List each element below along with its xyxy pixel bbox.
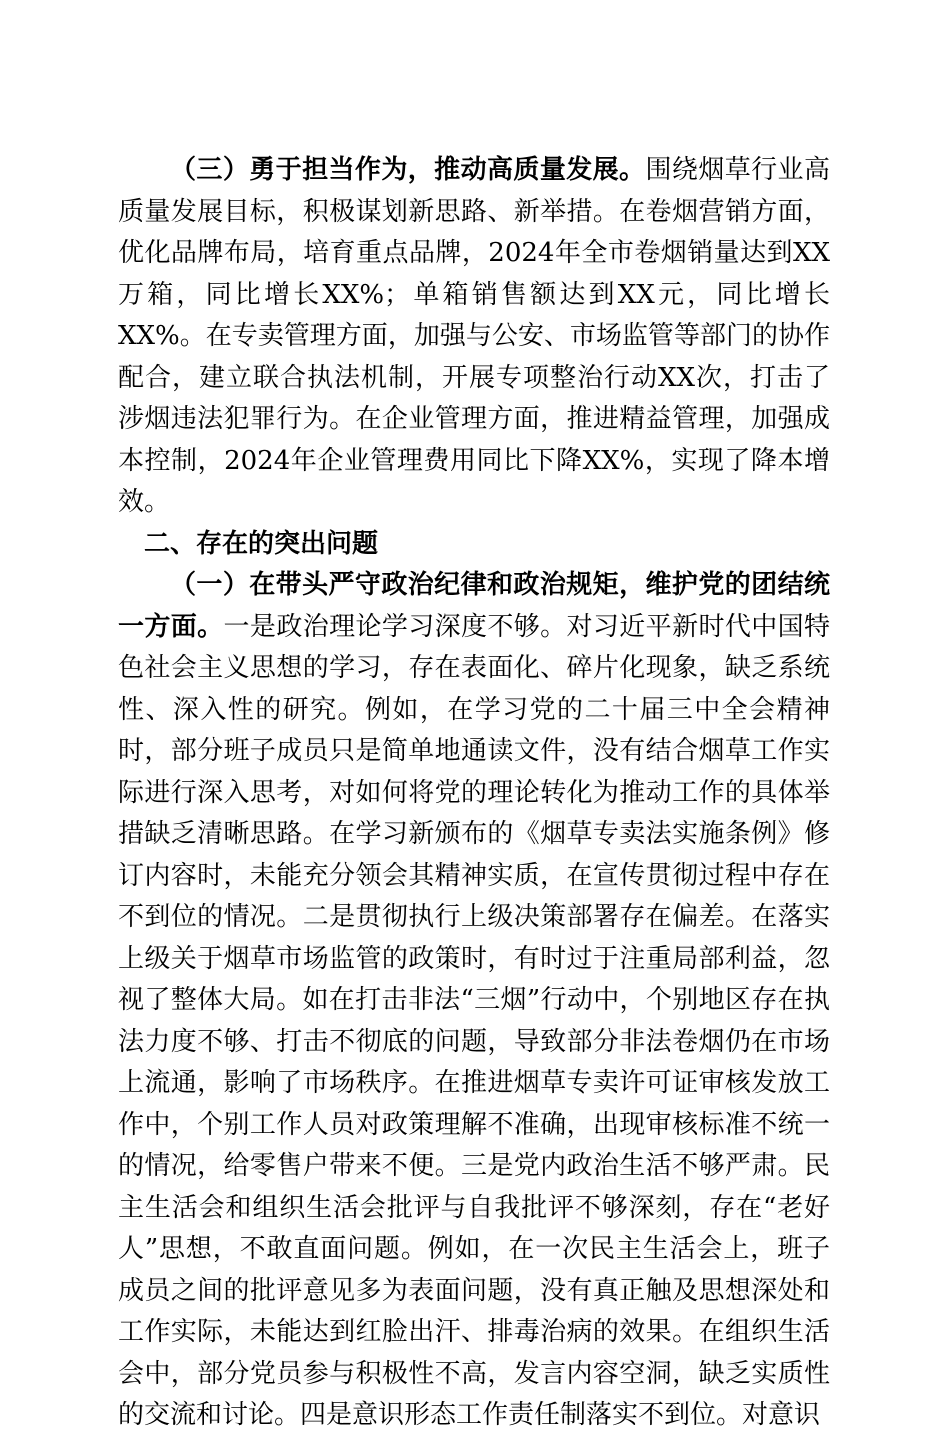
paragraph-section-3 <box>118 150 830 524</box>
section-heading: 二、存在的突出问题 <box>144 528 379 559</box>
paragraph-text: 围绕烟草行业高质量发展目标，积极谋划新思路、新举措。在卷烟营销方面，优化品牌布局，培育重点品牌，2024年全市卷烟销量达到XX万箱，同比增长XX%；单箱销售额达到XX元，同比增长XX%。在专卖管理方面，加强与公安、市场监管等部门的协作配合，建立联合执法机制，开展专项整治行动XX次，打击了涉烟违法犯罪行为。在企业管理方面，推进精益管理，加强成本控制，2024年企业管理费用同比下降XX%，实现了降本增效。 <box>118 155 830 517</box>
paragraph-problem-1 <box>118 565 830 1437</box>
paragraph-text: 一是政治理论学习深度不够。对习近平新时代中国特色社会主义思想的学习，存在表面化、碎片化现象，缺乏系统性、深入性的研究。例如，在学习党的二十届三中全会精神时，部分班子成员只是简单地通读文件，没有结合烟草工作实际进行深入思考，对如何将党的理论转化为推动工作的具体举措缺乏清晰思路。在学习新颁布的《烟草专卖法实施条例》修订内容时，未能充分领会其精神实质，在宣传贯彻过程中存在不到位的情况。二是贯彻执行上级决策部署存在偏差。在落实上级关于烟草市场监管的政策时，有时过于注重局部利益，忽视了整体大局。如在打击非法“三烟”行动中，个别地区存在执法力度不够、打击不彻底的问题，导致部分非法卷烟仍在市场上流通，影响了市场秩序。在推进烟草专卖许可证审核发放工作中，个别工作人员对政策理解不准确，出现审核标准不统一的情况，给零售户带来不便。三是党内政治生活不够严肃。民主生活会和组织生活会批评与自我批评不够深刻，存在“老好人”思想，不敢直面问题。例如，在一次民主生活会上，班子成员之间的批评意见多为表面问题，没有真正触及思想深处和工作实际，未能达到红脸出汗、排毒治病的效果。在组织生活会中，部分党员参与积极性不高，发言内容空洞，缺乏实质性的交流和讨论。四是意识形态工作责任制落实不到位。对意识 <box>118 611 830 1430</box>
paragraph-lead: （三）勇于担当作为，推动高质量发展。 <box>170 155 646 185</box>
document-body <box>118 150 830 1437</box>
paragraph-lead: （一）在带头严守政治纪律和政治规矩，维护党的团结统一方面。 <box>118 570 830 642</box>
